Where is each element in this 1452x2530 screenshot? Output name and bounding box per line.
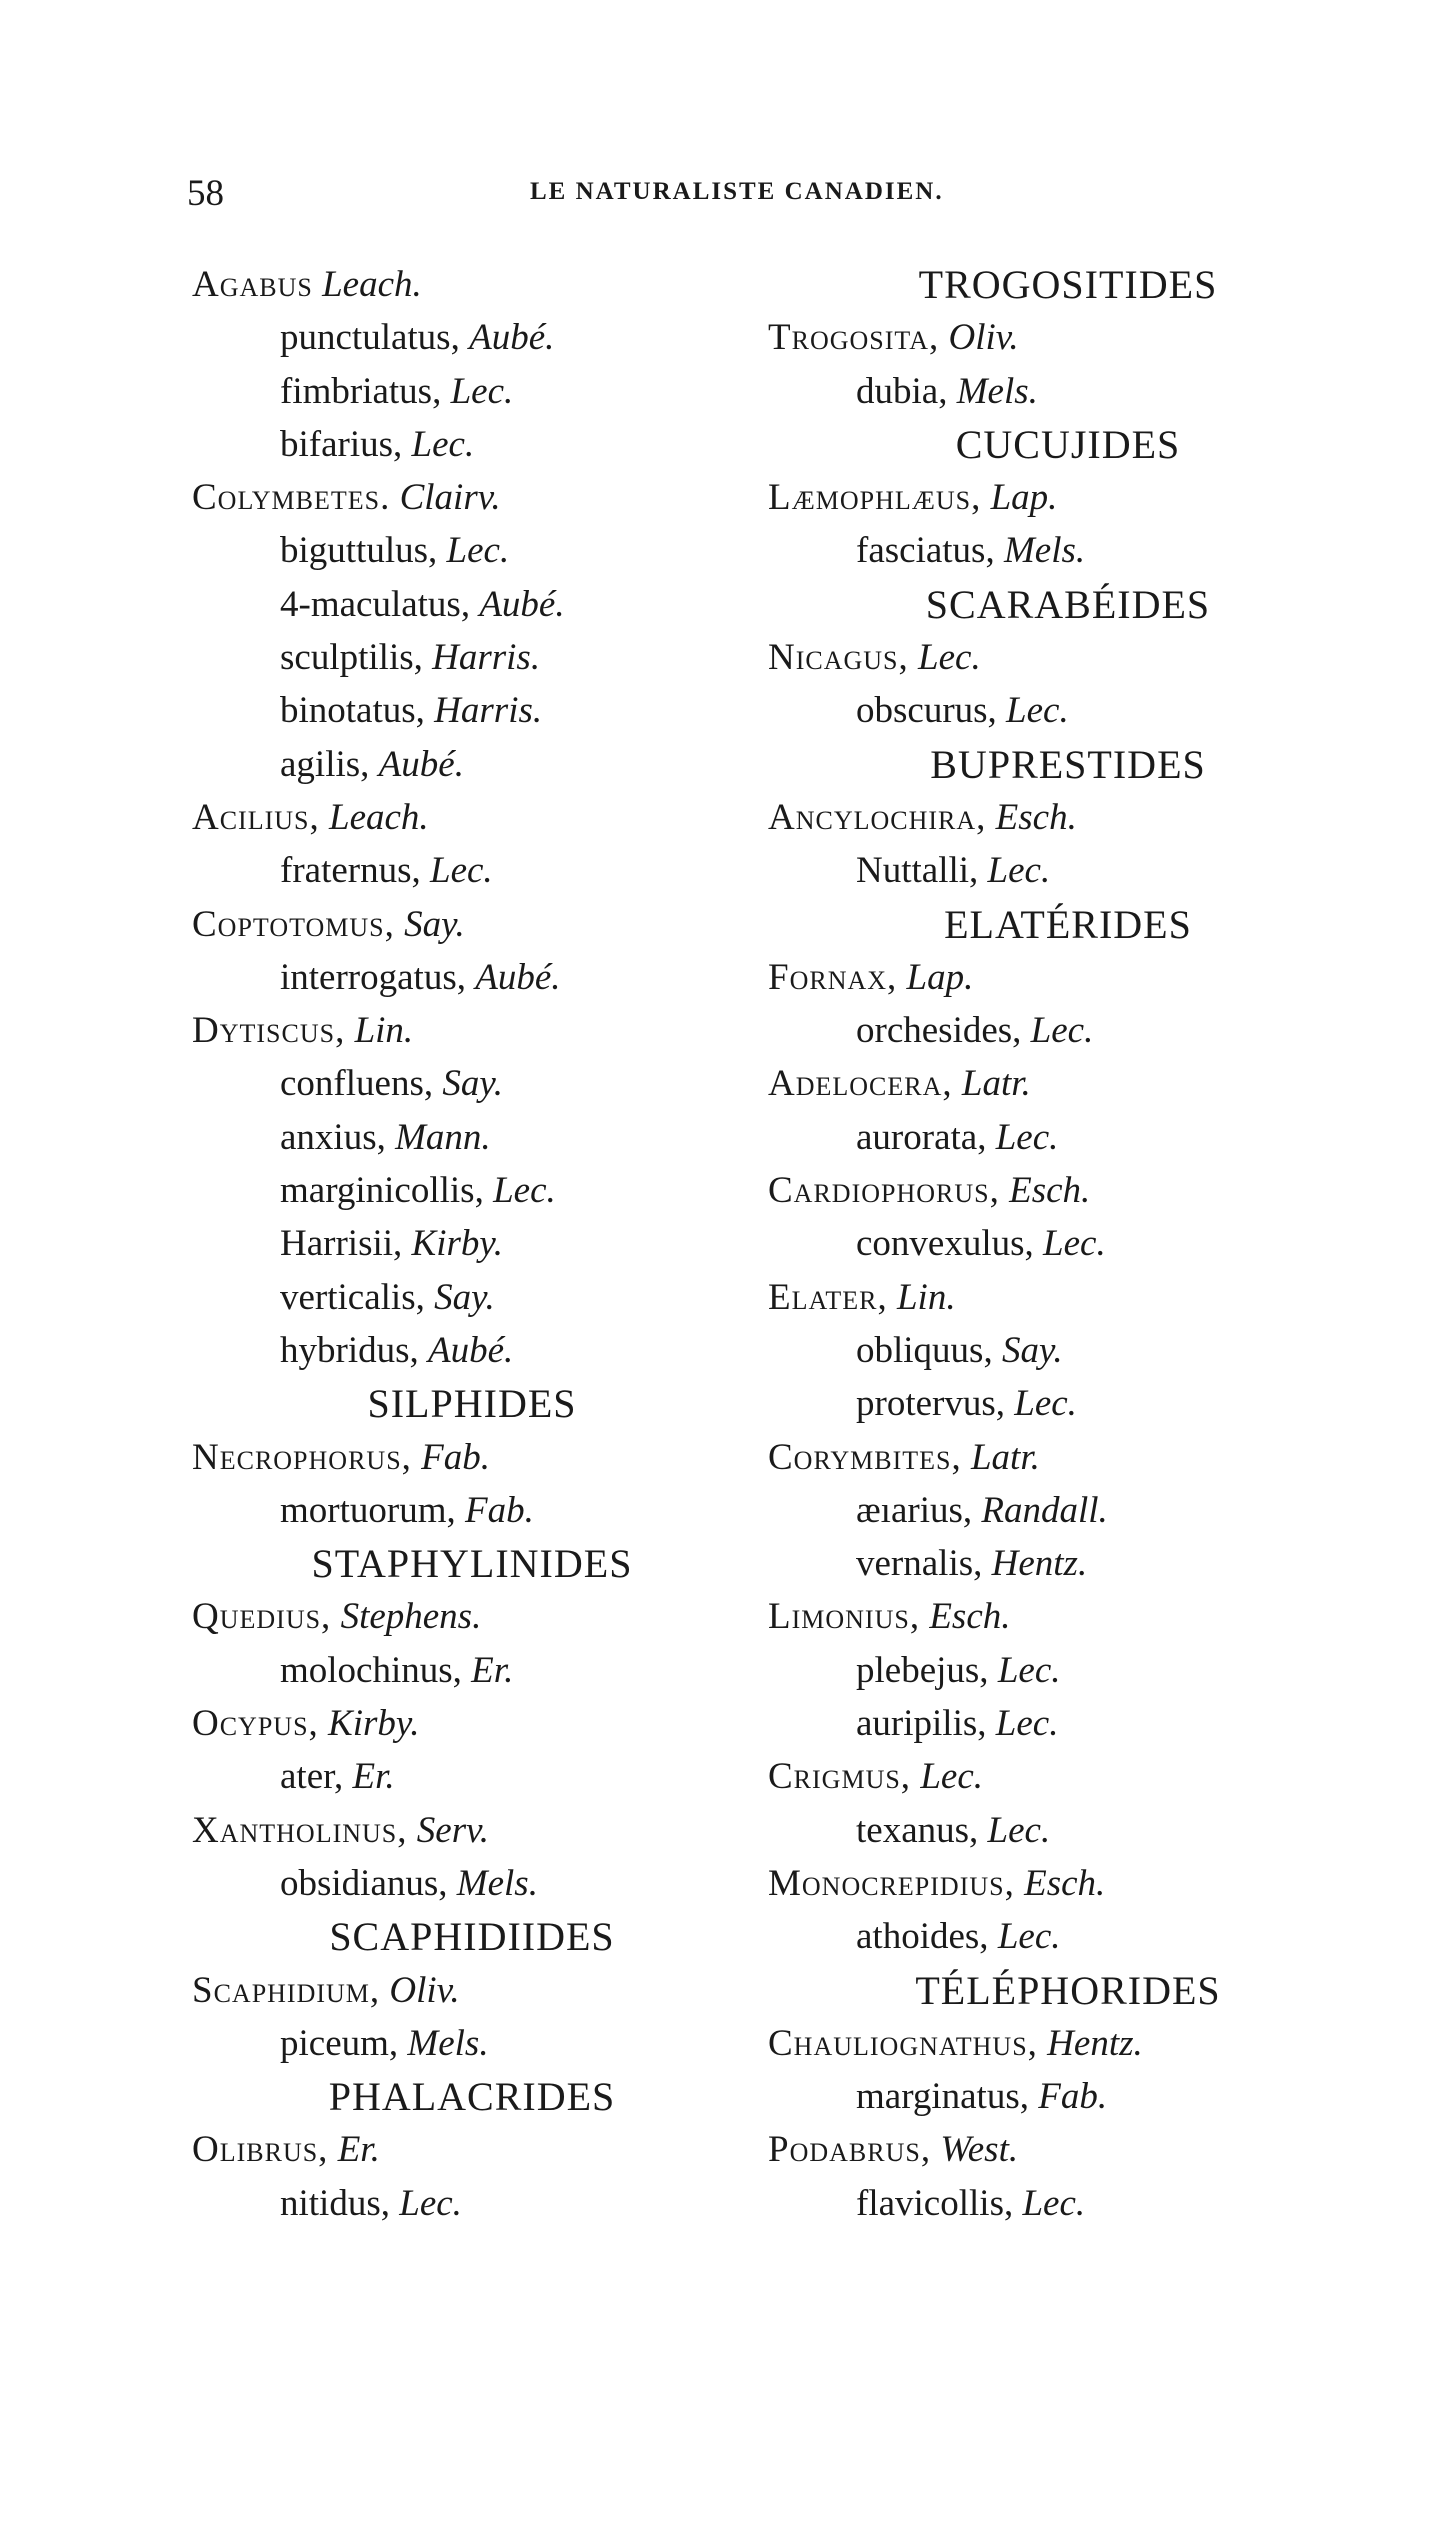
species-name: ater,	[280, 1756, 344, 1798]
species-entry	[192, 1750, 752, 1803]
species-name: mortuorum,	[280, 1489, 456, 1531]
genus-name: Chauliognathus,	[768, 2022, 1038, 2064]
species-name: 4-maculatus,	[280, 583, 471, 625]
species-entry	[192, 311, 752, 364]
genus-entry	[768, 2017, 1368, 2070]
family-heading: ELATÉRIDES	[944, 901, 1192, 947]
family-heading: TROGOSITIDES	[918, 262, 1218, 307]
species-name: aurorata,	[856, 1116, 987, 1158]
species-entry	[768, 844, 1368, 897]
family-heading: SCARABÉIDES	[925, 581, 1211, 627]
author-name: Randall.	[981, 1489, 1108, 1531]
genus-name: Læmophlæus,	[768, 477, 982, 519]
species-entry	[768, 2177, 1368, 2230]
author-name: Lec.	[430, 850, 493, 892]
author-name: Aubé.	[479, 583, 565, 625]
genus-entry	[192, 2123, 752, 2176]
species-name: athoides,	[856, 1916, 989, 1958]
family-heading: PHALACRIDES	[328, 2074, 616, 2120]
author-name: Lec.	[918, 637, 981, 679]
genus-name: Corymbites,	[768, 1436, 962, 1478]
species-name: molochinus,	[280, 1649, 462, 1691]
page-number: 58	[187, 173, 224, 214]
genus-entry	[768, 1271, 1368, 1324]
author-name: Lec.	[997, 1649, 1061, 1691]
species-name: auripilis,	[856, 1703, 987, 1745]
genus-entry	[768, 2123, 1368, 2176]
species-entry	[768, 1804, 1368, 1857]
species-name: hybridus,	[280, 1329, 419, 1371]
species-entry	[768, 2070, 1368, 2123]
family-heading: BUPRESTIDES	[930, 741, 1206, 787]
author-name: Lec.	[1022, 2182, 1086, 2224]
author-name: Er.	[352, 1756, 395, 1798]
author-name: Lec.	[997, 1916, 1061, 1958]
genus-entry	[768, 1057, 1368, 1110]
author-name: Lec.	[995, 1703, 1059, 1745]
author-name: Lec.	[493, 1170, 556, 1212]
species-name: fimbriatus,	[280, 370, 442, 412]
genus-entry	[768, 1164, 1368, 1217]
genus-entry	[768, 1431, 1368, 1484]
species-entry	[768, 1217, 1368, 1270]
species-name: binotatus,	[280, 690, 425, 732]
author-name: Say.	[434, 1276, 495, 1318]
author-name: Oliv.	[948, 317, 1019, 359]
author-name: Harris.	[432, 637, 541, 679]
species-entry	[192, 1164, 752, 1217]
author-name: Stephens.	[340, 1596, 482, 1638]
genus-name: Agabus	[192, 264, 313, 305]
author-name: Clairv.	[399, 477, 501, 519]
author-name: Say.	[442, 1063, 503, 1105]
author-name: Lec.	[411, 423, 475, 465]
genus-entry	[768, 631, 1368, 684]
author-name: Mels.	[407, 2022, 489, 2064]
species-name: bifarius,	[280, 423, 403, 465]
genus-name: Dytiscus,	[192, 1010, 346, 1052]
species-entry	[192, 1217, 752, 1270]
author-name: Latr.	[970, 1436, 1040, 1478]
species-name: vernalis,	[856, 1543, 983, 1585]
genus-name: Adelocera,	[768, 1063, 953, 1105]
genus-entry	[768, 951, 1368, 1004]
species-name: punctulatus,	[280, 317, 460, 359]
species-name: protervus,	[856, 1383, 1005, 1425]
author-name: Lec.	[1014, 1383, 1077, 1425]
species-entry	[192, 1111, 752, 1164]
species-name: obliquus,	[856, 1329, 993, 1371]
species-name: Nuttalli,	[856, 850, 979, 892]
author-name: Kirby.	[411, 1223, 504, 1265]
species-name: nitidus,	[280, 2182, 390, 2224]
author-name: Lin.	[354, 1010, 414, 1052]
species-name: piceum,	[280, 2022, 399, 2064]
species-name: plebejus,	[856, 1649, 989, 1691]
genus-entry	[192, 1431, 752, 1484]
left-column	[192, 258, 752, 2230]
genus-name: Trogosita,	[768, 317, 940, 359]
author-name: Latr.	[961, 1063, 1031, 1105]
species-entry	[768, 1537, 1368, 1590]
genus-name: Olibrus,	[192, 2129, 329, 2171]
species-entry	[768, 1910, 1368, 1963]
genus-entry	[768, 1590, 1368, 1643]
author-name: Lec.	[987, 850, 1051, 892]
species-name: marginatus,	[856, 2076, 1029, 2118]
genus-entry	[192, 1697, 752, 1750]
species-entry	[192, 578, 752, 631]
species-entry	[192, 1057, 752, 1110]
species-entry	[192, 2177, 752, 2230]
genus-entry	[192, 1004, 752, 1057]
author-name: Fab.	[1038, 2076, 1108, 2118]
genus-entry	[768, 471, 1368, 524]
family-heading: STAPHYLINIDES	[311, 1541, 633, 1587]
genus-name: Scaphidium,	[192, 1969, 381, 2011]
species-entry	[192, 631, 752, 684]
author-name: Er.	[471, 1649, 514, 1691]
genus-name: Monocrepidius,	[768, 1862, 1015, 1904]
author-name: Leach.	[322, 264, 422, 305]
species-name: fraternus,	[280, 850, 421, 892]
species-entry	[192, 2017, 752, 2070]
genus-name: Ancylochira,	[768, 796, 987, 838]
genus-name: Limonius,	[768, 1596, 921, 1638]
species-entry	[768, 1324, 1368, 1377]
author-name: Lec.	[399, 2182, 462, 2224]
species-entry	[192, 418, 752, 471]
species-entry	[768, 1484, 1368, 1537]
genus-name: Ocypus,	[192, 1703, 319, 1745]
species-entry	[192, 1271, 752, 1324]
species-name: biguttulus,	[280, 530, 438, 572]
genus-name: Elater,	[768, 1276, 888, 1318]
author-name: Aubé.	[469, 317, 555, 359]
species-entry	[192, 738, 752, 791]
species-entry	[192, 365, 752, 418]
species-entry	[192, 684, 752, 737]
author-name: Lec.	[1006, 690, 1069, 732]
author-name: Aubé.	[428, 1329, 514, 1371]
author-name: Lin.	[896, 1276, 956, 1318]
genus-entry	[768, 1857, 1368, 1910]
genus-entry	[192, 1590, 752, 1643]
author-name: Esch.	[1024, 1862, 1106, 1904]
species-name: fasciatus,	[856, 530, 995, 572]
species-entry	[192, 844, 752, 897]
genus-entry	[192, 1964, 752, 2017]
author-name: Aubé.	[475, 956, 561, 998]
author-name: Esch.	[995, 796, 1077, 838]
genus-entry	[192, 1804, 752, 1857]
author-name: Esch.	[929, 1596, 1011, 1638]
species-entry	[768, 1697, 1368, 1750]
author-name: Fab.	[421, 1436, 491, 1478]
species-name: obscurus,	[856, 690, 997, 732]
genus-entry	[768, 311, 1368, 364]
author-name: Lec.	[1043, 1223, 1106, 1265]
author-name: Lec.	[446, 530, 510, 572]
author-name: Aubé.	[378, 743, 464, 785]
genus-name: Coptotomus,	[192, 903, 395, 945]
genus-name: Nicagus,	[768, 637, 909, 679]
species-entry	[768, 365, 1368, 418]
right-column	[768, 258, 1368, 2230]
author-name: Esch.	[1009, 1170, 1091, 1212]
author-name: Say.	[1001, 1329, 1063, 1371]
author-name: Hentz.	[991, 1543, 1088, 1585]
author-name: Harris.	[434, 690, 543, 732]
author-name: Lap.	[906, 956, 974, 998]
species-entry	[768, 1111, 1368, 1164]
species-entry	[768, 1644, 1368, 1697]
genus-entry	[768, 1750, 1368, 1803]
author-name: Hentz.	[1047, 2022, 1143, 2064]
author-name: Mels.	[956, 370, 1038, 412]
author-name: Kirby.	[328, 1703, 420, 1745]
species-name: verticalis,	[280, 1276, 425, 1318]
author-name: Oliv.	[389, 1969, 460, 2011]
species-name: confluens,	[280, 1063, 434, 1105]
author-name: Lec.	[920, 1756, 983, 1798]
species-entry	[192, 524, 752, 577]
species-name: interrogatus,	[280, 956, 466, 998]
species-name: marginicollis,	[280, 1170, 484, 1212]
genus-entry	[192, 258, 752, 311]
family-heading: CUCUJIDES	[955, 421, 1181, 467]
author-name: Leach.	[329, 796, 429, 838]
genus-name: Cardiophorus,	[768, 1170, 1000, 1212]
species-name: convexulus,	[856, 1223, 1034, 1265]
species-name: Harrisii,	[280, 1223, 403, 1265]
family-heading: TÉLÉPHORIDES	[915, 1967, 1221, 2013]
genus-entry	[192, 471, 752, 524]
author-name: Mels.	[1003, 530, 1086, 572]
author-name: Lap.	[990, 477, 1058, 519]
author-name: Er.	[337, 2129, 380, 2171]
family-heading: SCAPHIDIIDES	[329, 1914, 615, 1960]
genus-entry	[768, 791, 1368, 844]
species-name: sculptilis,	[280, 637, 423, 679]
species-name: texanus,	[856, 1809, 979, 1851]
genus-name: Podabrus,	[768, 2129, 932, 2171]
species-entry	[768, 1004, 1368, 1057]
family-heading: SILPHIDES	[367, 1381, 577, 1427]
species-name: orchesides,	[856, 1010, 1022, 1052]
author-name: Lec.	[995, 1116, 1059, 1158]
running-title: LE NATURALISTE CANADIEN.	[530, 178, 944, 205]
genus-entry	[192, 898, 752, 951]
species-entry	[768, 1377, 1368, 1430]
species-name: flavicollis,	[856, 2182, 1014, 2224]
author-name: Fab.	[464, 1489, 534, 1531]
genus-name: Colymbetes.	[192, 477, 391, 519]
author-name: Lec.	[450, 370, 514, 412]
species-entry	[192, 1324, 752, 1377]
species-name: dubia,	[856, 370, 948, 412]
species-name: anxius,	[280, 1116, 386, 1158]
genus-name: Xantholinus,	[192, 1809, 408, 1851]
species-entry	[192, 1857, 752, 1910]
genus-name: Acilius,	[192, 796, 320, 838]
species-entry	[192, 951, 752, 1004]
author-name: Serv.	[416, 1809, 490, 1851]
author-name: West.	[940, 2129, 1019, 2171]
species-name: æıarius,	[856, 1489, 973, 1531]
author-name: Mels.	[456, 1862, 538, 1904]
author-name: Lec.	[1030, 1010, 1094, 1052]
author-name: Mann.	[395, 1116, 491, 1158]
species-name: obsidianus,	[280, 1862, 448, 1904]
species-name: agilis,	[280, 743, 370, 785]
species-entry	[192, 1484, 752, 1537]
species-entry	[768, 684, 1368, 737]
genus-name: Necrophorus,	[192, 1436, 412, 1478]
author-name: Lec.	[987, 1809, 1051, 1851]
genus-entry	[192, 791, 752, 844]
genus-name: Fornax,	[768, 956, 898, 998]
species-entry	[192, 1644, 752, 1697]
author-name: Say.	[404, 903, 465, 945]
species-entry	[768, 524, 1368, 577]
genus-name: Crigmus,	[768, 1756, 912, 1798]
genus-name: Quedius,	[192, 1596, 332, 1638]
